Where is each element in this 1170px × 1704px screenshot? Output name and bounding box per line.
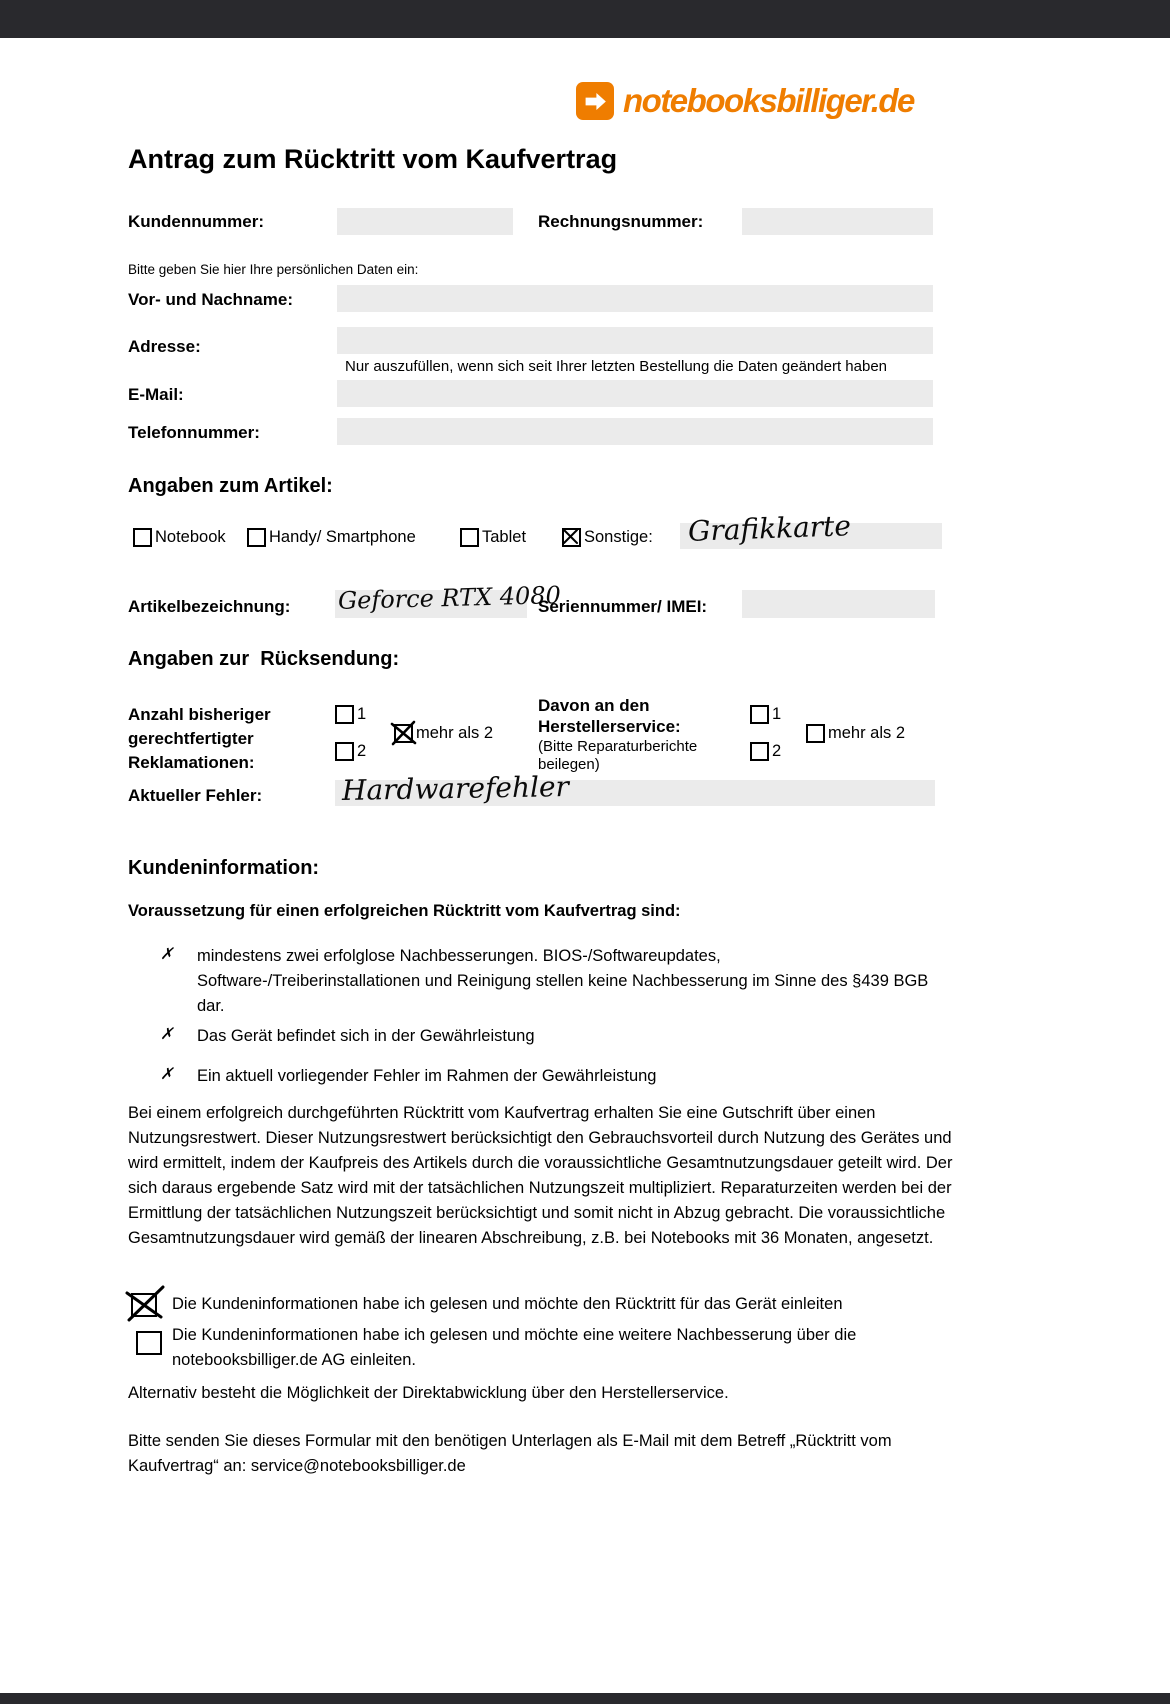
bullet-text: Das Gerät befindet sich in der Gewährleistung [197,1027,535,1045]
manufacturer-option-2[interactable] [750,742,781,761]
manufacturer-label: Davon an den Herstellerservice: [538,696,681,736]
article-heading: Angaben zum Artikel: [128,475,333,497]
complaints-more-label: mehr als 2 [416,724,494,742]
customer-number-label: Kundennummer: [128,212,264,231]
current-error-handwritten-value: Hardwarefehler [341,770,570,807]
address-note: Nur auszufüllen, wenn sich seit Ihrer letzten Bestellung die Daten geändert haben [345,358,887,375]
sonstige-checkbox-checked[interactable] [562,528,581,547]
manufacturer-option-more[interactable] [806,724,905,743]
manufacturer-more-label: mehr als 2 [828,724,906,742]
handy-smartphone-checkbox[interactable] [247,528,266,547]
alternative-text: Alternativ besteht die Möglichkeit der Direktabwicklung über den Herstellerservice. [128,1384,729,1402]
phone-input[interactable] [337,418,933,445]
address-label: Adresse: [128,337,201,356]
tablet-checkbox[interactable] [460,528,479,547]
name-input[interactable] [337,285,933,312]
info-paragraph: Bei einem erfolgreich durchgeführten Rücktritt vom Kaufvertrag erhalten Sie eine Gutschrift über einen Nutzungsrestwert. Dieser Nutzungsrestwert berücksichtigt den Gebrauchsvorteil durch Nutzung des Gerätes und wird ermittelt, indem der Kaufpreis des Artikels durch die voraussichtliche Gesamtnutzungsdauer geteilt wird. Der sich daraus ergebende Satz wird mit der tatsächlichen Nutzungszeit multipliziert. Reparaturzeiten werden bei der Ermittlung der tatsächlichen Nutzungszeit berücksichtigt und somit nicht in Abzug gebracht. Die voraussichtliche Gesamtnutzungsdauer wird gemäß der linearen Abschreibung, z.B. bei Notebooks mit 36 Monaten, angesetzt. [128,1104,953,1247]
customer-number-input[interactable] [337,208,513,235]
checkbox-sonstige[interactable] [562,528,653,547]
invoice-number-label: Rechnungsnummer: [538,212,704,231]
complaints-1-checkbox[interactable] [335,705,354,724]
complaints-option-2[interactable] [335,742,366,761]
invoice-number-input[interactable] [742,208,933,235]
checkbox-notebook[interactable] [133,528,226,547]
notebook-label: Notebook [155,528,226,546]
sonstige-handwritten-value: Grafikkarte [687,509,852,548]
manufacturer-note: (Bitte Reparaturberichte beilegen) [538,738,698,773]
bullet-text: Ein aktuell vorliegender Fehler im Rahmen der Gewährleistung [197,1067,657,1085]
closing-text: Bitte senden Sie dieses Formular mit den benötigen Unterlagen als E-Mail mit dem Betreff „Rücktritt vom Kaufvertrag“ an: service@notebooksbilliger.de [128,1432,892,1475]
logo [576,82,914,120]
current-error-label: Aktueller Fehler: [128,786,263,805]
manufacturer-option-1[interactable] [750,705,781,724]
handy-smartphone-label: Handy/ Smartphone [269,528,416,546]
manufacturer-2-checkbox[interactable] [750,742,769,761]
manufacturer-1-checkbox[interactable] [750,705,769,724]
consent-nachbesserung-checkbox[interactable] [136,1331,162,1355]
tablet-label: Tablet [482,528,527,546]
complaints-label: Anzahl bisheriger gerechtfertigter Reklamationen: [128,705,271,772]
customer-info-heading: Kundeninformation: [128,857,320,879]
bullet-item [160,1024,930,1049]
bullet-item [160,944,930,1019]
consent-ruecktritt-label: Die Kundeninformationen habe ich gelesen und möchte den Rücktritt für das Gerät einleiten [172,1295,843,1313]
email-input[interactable] [337,380,933,407]
bottom-bar [0,1693,1170,1704]
notebook-checkbox[interactable] [133,528,152,547]
manufacturer-1-label: 1 [772,705,782,723]
ballot-x-icon: ✗ [160,946,174,963]
complaints-option-1[interactable] [335,705,366,724]
checkbox-tablet[interactable] [460,528,526,547]
bullet-item [160,1064,930,1089]
personal-intro: Bitte geben Sie hier Ihre persönlichen Daten ein: [128,262,419,277]
email-label: E-Mail: [128,385,184,404]
phone-label: Telefonnummer: [128,423,260,442]
bullet-text: mindestens zwei erfolglose Nachbesserungen. BIOS-/Softwareupdates, Software-/Treiberinstallationen und Reinigung stellen keine Nachbesserung im Sinne des §439 BGB dar. [197,947,929,1015]
handwritten-x-mark [121,1283,167,1323]
return-heading: Angaben zur Rücksendung: [128,648,400,670]
logo-text: notebooksbilliger.de [623,82,914,119]
top-bar [0,0,1170,38]
article-name-handwritten-value: Geforce RTX 4080 [337,581,562,615]
manufacturer-2-label: 2 [772,742,782,760]
address-input[interactable] [337,327,933,354]
complaints-more-checkbox-checked[interactable] [394,724,413,743]
complaints-option-more[interactable] [394,724,493,743]
page-title: Antrag zum Rücktritt vom Kaufvertrag [128,144,618,174]
consent-nachbesserung-label: Die Kundeninformationen habe ich gelesen und möchte eine weitere Nachbesserung über die notebooksbilliger.de AG einleiten. [172,1326,857,1369]
checkbox-handy-smartphone[interactable] [247,528,416,547]
ballot-x-icon: ✗ [160,1026,174,1043]
complaints-1-label: 1 [357,705,367,723]
name-label: Vor- und Nachname: [128,290,293,309]
arrow-right-icon [576,82,614,120]
complaints-2-label: 2 [357,742,367,760]
article-name-label: Artikelbezeichnung: [128,597,291,616]
serial-label: Seriennummer/ IMEI: [538,597,708,616]
requirements-title: Voraussetzung für einen erfolgreichen Rücktritt vom Kaufvertrag sind: [128,902,681,920]
complaints-2-checkbox[interactable] [335,742,354,761]
serial-input[interactable] [742,590,935,618]
ballot-x-icon: ✗ [160,1066,174,1083]
manufacturer-more-checkbox[interactable] [806,724,825,743]
sonstige-label: Sonstige: [584,528,653,546]
